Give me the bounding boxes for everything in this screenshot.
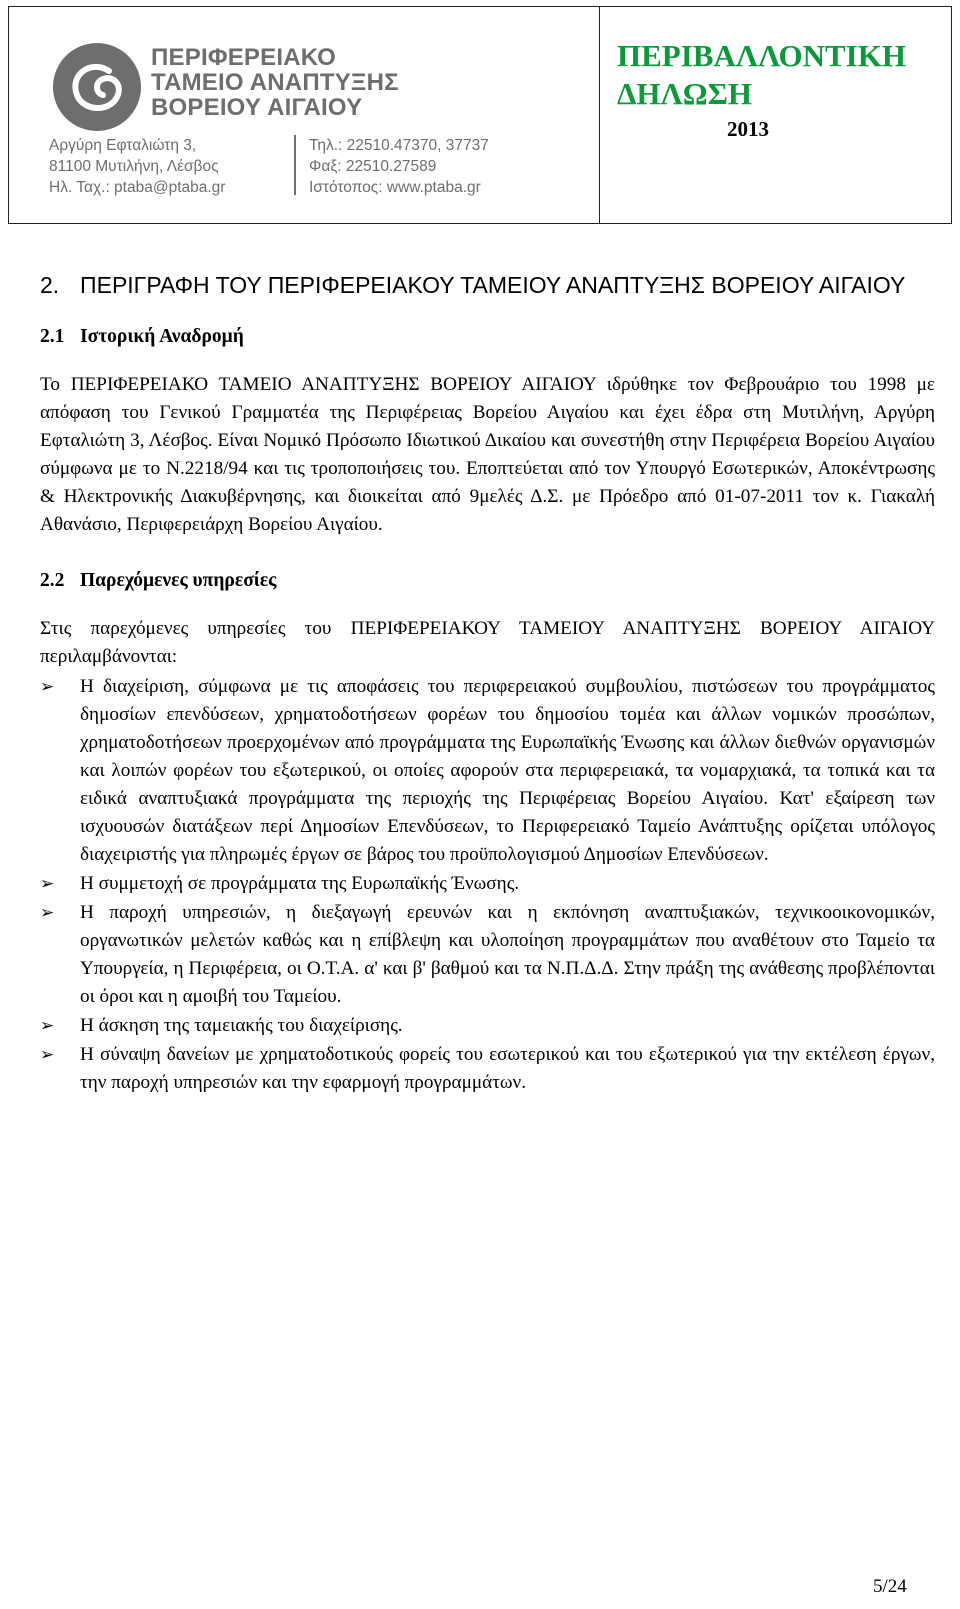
address-line: Αργύρη Εφταλιώτη 3, (49, 137, 197, 154)
list-item (40, 1012, 935, 1040)
page-body (40, 268, 935, 1098)
document-title-line: ΔΗΛΩΣΗ (617, 76, 752, 111)
list-item (40, 673, 935, 869)
list-item-text: Η διαχείριση, σύμφωνα με τις αποφάσεις του περιφερειακού συμβουλίου, πιστώσεων του προγράμματος δημοσίων επενδύσεων, χρηματοδοτήσεων φορέων του δημοσίου τομέα και άλλων νομικών προσώπων, χρηματοδοτήσεων προερχομένων από προγράμματα της Ευρωπαϊκής Ένωσης και άλλων διεθνών οργανισμών και λοιπών φορέων του εξωτερικού, οι οποίες αφορούν στα περιφερειακά, τα νομαρχιακά, τα τοπικά και τα ειδικά αναπτυξιακά προγράμματα της περιοχής της Περιφέρειας Βορείου Αιγαίου. Κατ' εξαίρεση των ισχυουσών διατάξεων περί Δημοσίων Επενδύσεων, το Περιφερειακό Ταμείο Ανάπτυξης ορίζεται υπόλογος διαχειριστής για πληρωμές έργων σε βάρος του προϋπολογισμού Δημοσίων Επενδύσεων. (80, 676, 935, 865)
subsection-title-text: Ιστορική Αναδρομή (80, 326, 244, 347)
list-item (40, 1041, 935, 1097)
fax-line: Φαξ: 22510.27589 (309, 158, 437, 175)
org-name-line: ΒΟΡΕΙΟΥ ΑΙΓΑΙΟΥ (151, 94, 363, 121)
list-item-text: Η παροχή υπηρεσιών, η διεξαγωγή ερευνών και η εκπόνηση αναπτυξιακών, τεχνικοοικονομικών, οργανωτικών μελετών καθώς και η επίβλεψη και υλοποίηση προγραμμάτων που αναθέτουν στο Ταμείο τα Υπουργεία, η Περιφέρεια, οι Ο.Τ.Α. α' και β' βαθμού και τα Ν.Π.Δ.Δ. Στην πράξη της ανάθεσης προβλέπονται οι όροι και η αμοιβή του Ταμείου. (80, 902, 935, 1007)
list-item (40, 870, 935, 898)
website-line: Ιστότοπος: www.ptaba.gr (309, 179, 481, 196)
phone-block (309, 135, 489, 198)
ptaba-logo-icon (51, 41, 143, 133)
subsection-number: 2.1 (40, 326, 65, 347)
history-paragraph: Το ΠΕΡΙΦΕΡΕΙΑΚΟ ΤΑΜΕΙΟ ΑΝΑΠΤΥΞΗΣ ΒΟΡΕΙΟΥ ΑΙΓΑΙΟΥ ιδρύθηκε τον Φεβρουάριο του 1998 με απόφαση του Γενικού Γραμματέα της Περιφέρειας Βορείου Αιγαίου και έχει έδρα στη Μυτιλήνη, Αργύρη Εφταλιώτη 3, Λέσβος. Είναι Νομικό Πρόσωπο Ιδιωτικού Δικαίου και συνεστήθη στην Περιφέρεια Βορείου Αιγαίου σύμφωνα με το Ν.2218/94 και τις τροποποιήσεις του. Εποπτεύεται από τον Υπουργό Εσωτερικών, Αποκέντρωσης & Ηλεκτρονικής Διακυβέρνησης, και διοικείται από 9μελές Δ.Σ. με Πρόεδρο από 01-07-2011 τον κ. Γιακαλή Αθανάσιο, Περιφερειάρχη Βορείου Αιγαίου. (40, 374, 935, 535)
email-line: Ηλ. Ταχ.: ptaba@ptaba.gr (49, 179, 226, 196)
contact-divider (294, 135, 296, 195)
address-line: 81100 Μυτιλήνη, Λέσβος (49, 158, 219, 175)
subsection-title-text: Παρεχόμενες υπηρεσίες (80, 570, 277, 591)
subsection-number: 2.2 (40, 570, 65, 591)
section-number: 2. (40, 272, 60, 298)
page-number: 5/24 (873, 1576, 907, 1597)
arrow-bullet-icon: ➢ (40, 874, 55, 894)
logo-block (9, 7, 600, 223)
organization-name (151, 45, 399, 120)
document-title (617, 37, 906, 113)
document-title-line: ΠΕΡΙΒΑΛΛΟΝΤΙΚΗ (617, 38, 906, 73)
list-item-text: Η άσκηση της ταμειακής του διαχείρισης. (80, 1015, 403, 1036)
subsection-heading (40, 323, 935, 351)
arrow-bullet-icon: ➢ (40, 1045, 55, 1065)
arrow-bullet-icon: ➢ (40, 677, 55, 697)
list-item-text: Η σύναψη δανείων με χρηματοδοτικούς φορείς του εσωτερικού και του εξωτερικού για την εκτέλεση έργων, την παροχή υπηρεσιών και την εφαρμογή προγραμμάτων. (80, 1044, 935, 1093)
subsection-heading (40, 567, 935, 595)
org-name-line: ΤΑΜΕΙΟ ΑΝΑΠΤΥΞΗΣ (151, 69, 399, 96)
document-year: 2013 (727, 117, 769, 141)
list-item-text: Η συμμετοχή σε προγράμματα της Ευρωπαϊκής Ένωσης. (80, 873, 520, 894)
document-header (8, 6, 952, 224)
section-title-text: ΠΕΡΙΓΡΑΦΗ ΤΟΥ ΠΕΡΙΦΕΡΕΙΑΚΟΥ ΤΑΜΕΙΟΥ ΑΝΑΠΤΥΞΗΣ ΒΟΡΕΙΟΥ ΑΙΓΑΙΟΥ (80, 272, 906, 298)
services-list (40, 673, 935, 1097)
org-name-line: ΠΕΡΙΦΕΡΕΙΑΚΟ (151, 44, 337, 71)
arrow-bullet-icon: ➢ (40, 903, 55, 923)
address-block (49, 135, 225, 198)
arrow-bullet-icon: ➢ (40, 1016, 55, 1036)
list-item (40, 899, 935, 1011)
title-block (599, 7, 951, 223)
services-intro: Στις παρεχόμενες υπηρεσίες του ΠΕΡΙΦΕΡΕΙΑΚΟΥ ΤΑΜΕΙΟΥ ΑΝΑΠΤΥΞΗΣ ΒΟΡΕΙΟΥ ΑΙΓΑΙΟΥ περιλαμβάνονται: (40, 618, 935, 667)
phone-line: Τηλ.: 22510.47370, 37737 (309, 137, 489, 154)
section-heading (40, 268, 935, 303)
